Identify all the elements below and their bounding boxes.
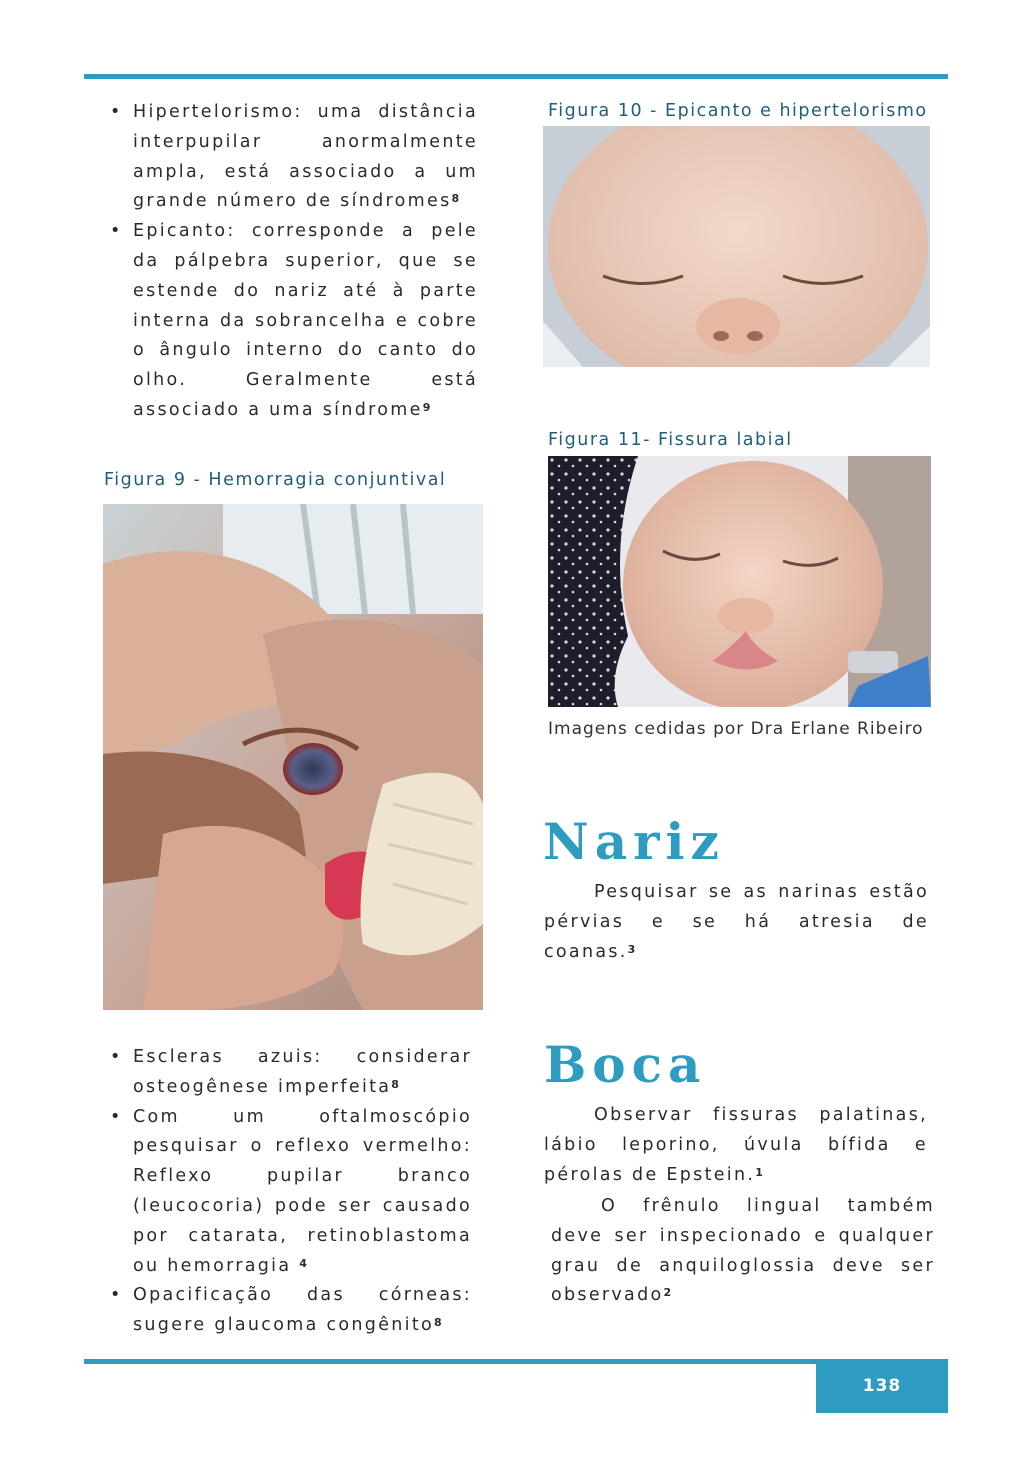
list-item: • Hipertelorismo: uma distância interpupilar anormalmente ampla, está associado a um grande número de síndromes$^8$ [104, 98, 478, 217]
list-item: • Com um oftalmoscópio pesquisar o reflexo vermelho: Reflexo pupilar branco (leucocoria) pode ser causado por catarata, retinoblastoma ou hemorragia $^4$ [104, 1103, 472, 1282]
boca-paragraph-1: Observar fissuras palatinas, lábio leporino, úvula bífida e pérolas de Epstein.$^1$ [544, 1105, 928, 1185]
list-item: • Escleras azuis: considerar osteogênese imperfeita$^8$ [104, 1043, 472, 1103]
top-rule [84, 74, 948, 79]
bottom-rule [84, 1359, 816, 1364]
bullet-list-eyes-top [104, 98, 478, 426]
figure10-caption: Figura 10 - Epicanto e hipertelorismo [548, 101, 928, 121]
list-item: • Opacificação das córneas: sugere glaucoma congênito$^8$ [104, 1281, 472, 1341]
list-item: • Epicanto: corresponde a pele da pálpebra superior, que se estende do nariz até à parte interna da sobrancelha e cobre o ângulo interno do canto do olho. Geralmente está associado a uma síndrome$^9$ [104, 217, 478, 426]
page-number: 138 [816, 1359, 948, 1413]
figure9-photo [103, 504, 483, 1010]
image-credit: Imagens cedidas por Dra Erlane Ribeiro [548, 719, 924, 739]
bullet-list-eyes-bottom [104, 1043, 472, 1341]
figure10-photo [543, 126, 930, 367]
nariz-paragraph: Pesquisar se as narinas estão pérvias e se há atresia de coanas.$^3$ [544, 882, 929, 962]
figure9-caption: Figura 9 - Hemorragia conjuntival [104, 470, 447, 490]
section-heading-nariz: Nariz [543, 812, 725, 871]
figure11-caption: Figura 11- Fissura labial [548, 430, 793, 450]
figure11-photo [548, 456, 931, 707]
section-heading-boca: Boca [544, 1035, 707, 1094]
boca-paragraph-2: O frênulo lingual também deve ser inspecionado e qualquer grau de anquiloglossia deve ser observado$^2$ [551, 1196, 935, 1306]
